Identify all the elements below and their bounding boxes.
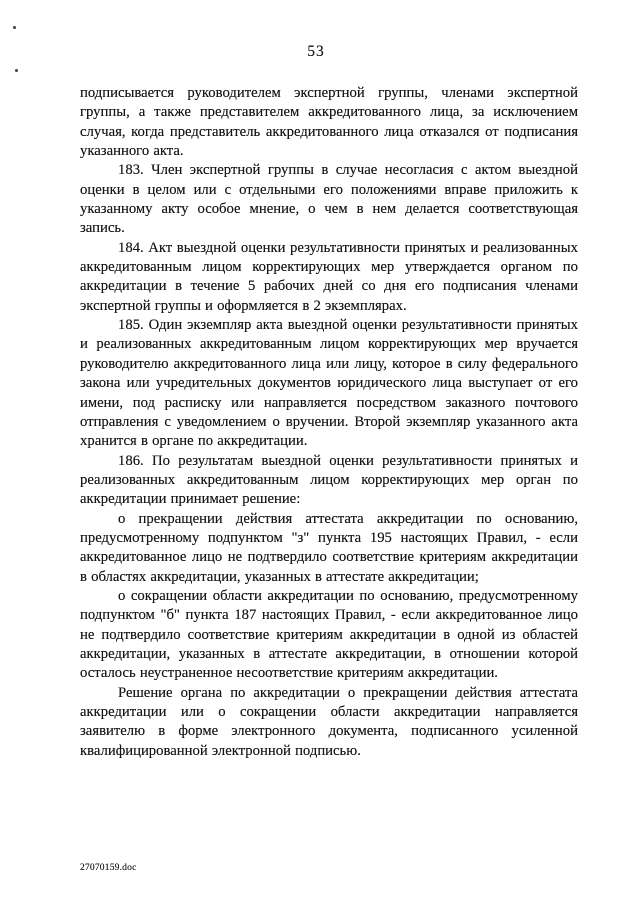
paragraph-decision-delivery: Решение органа по аккредитации о прекращении действия аттестата аккредитации или о сокращении области аккредитации направляется заявителю в форме электронного документа, подписанного усиленной квалифицированной электронной подписью. xyxy=(80,684,578,759)
footer-filename: 27070159.doc xyxy=(80,863,137,873)
paragraph-184: 184. Акт выездной оценки результативности принятых и реализованных аккредитованным лицом корректирующих мер утверждается органом по аккредитации в течение 5 рабочих дней со дня его подписания членами экспертной группы и оформляется в 2 экземплярах. xyxy=(80,239,578,314)
paragraph-continuation: подписывается руководителем экспертной группы, членами экспертной группы, а также представителем аккредитованного лица, за исключением случая, когда представитель аккредитованного лица отказался от подписания указанного акта. xyxy=(80,85,578,160)
page-number: 53 xyxy=(307,43,325,60)
paragraph-185: 185. Один экземпляр акта выездной оценки результативности принятых и реализованных аккредитованным лицом корректирующих мер вручается руководителю аккредитованного лица или лицу, которое в силу федерального закона или учредительных документов юридического лица выступает от его имени, под расписку или направляется посредством заказного почтового отправления с уведомлением о вручении. Второй экземпляр указанного акта хранится в органе по аккредитации. xyxy=(80,317,578,450)
paragraph-186-item-reduction: о сокращении области аккредитации по основанию, предусмотренному подпунктом "б" пункта 187 настоящих Правил, - если аккредитованное лицо не подтвердило соответствие критериям аккредитации в одной из областей аккредитации, указанных в аттестате аккредитации, в отношении которой осталось неустраненное несоответствие критериям аккредитации. xyxy=(80,587,578,682)
scan-speck xyxy=(15,69,18,72)
paragraph-183: 183. Член экспертной группы в случае несогласия с актом выездной оценки в целом или с отдельными его положениями вправе приложить к указанному акту особое мнение, о чем в нем делается соответствующая запись. xyxy=(80,162,578,237)
scan-speck xyxy=(13,26,16,29)
document-body xyxy=(80,84,578,761)
paragraph-186-item-termination: о прекращении действия аттестата аккредитации по основанию, предусмотренному подпунктом "з" пункта 195 настоящих Правил, - если аккредитованное лицо не подтвердило соответствие критериям аккредитации в областях аккредитации, указанных в аттестате аккредитации; xyxy=(80,510,578,585)
paragraph-186: 186. По результатам выездной оценки результативности принятых и реализованных аккредитованным лицом корректирующих мер орган по аккредитации принимает решение: xyxy=(80,452,578,508)
